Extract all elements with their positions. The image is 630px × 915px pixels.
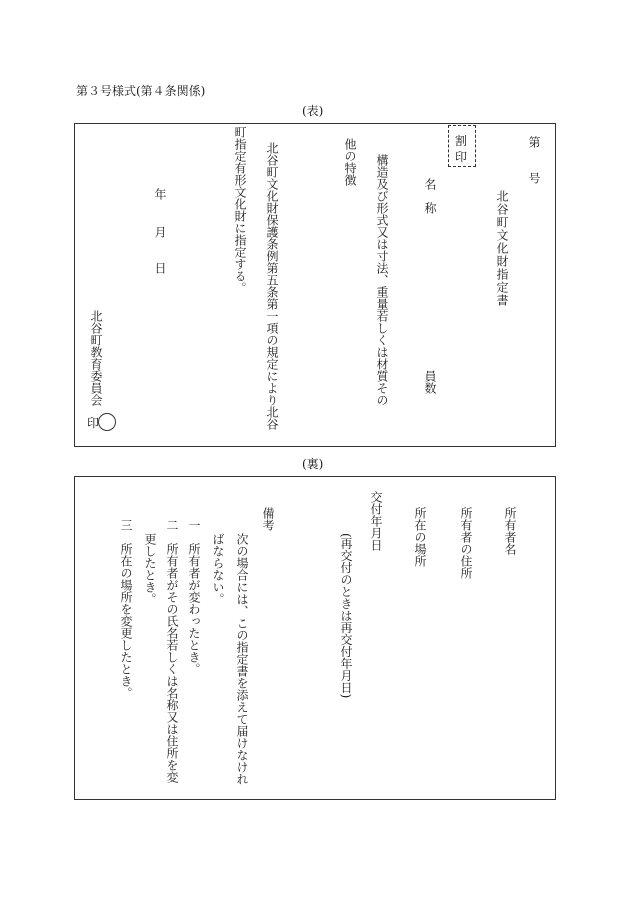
certificate-number-suffix: 号 xyxy=(527,172,541,184)
issuer-name: 北谷町教育委員会 xyxy=(89,310,103,406)
remark-item-3-number: 三 xyxy=(119,519,133,531)
remark-item-1-number: 一 xyxy=(187,519,201,531)
date-year-label: 年 xyxy=(153,188,167,200)
name-label: 名 称 xyxy=(423,178,437,214)
split-seal-label-2: 印 xyxy=(455,150,468,164)
date-day-label: 日 xyxy=(153,262,167,274)
designation-text-line2: 町指定有形文化財に指定する。 xyxy=(233,126,247,294)
designation-text-line1: 北谷町文化財保護条例第五条第一項の規定により北谷 xyxy=(265,142,279,430)
remark-item-2 xyxy=(165,519,179,783)
remark-item-1 xyxy=(187,519,201,675)
remark-item-2-number: 二 xyxy=(165,519,179,531)
form-title: 第３号様式(第４条関係) xyxy=(76,84,206,98)
issue-date-label: 交付年月日 xyxy=(369,491,383,551)
certificate-number-prefix: 第 xyxy=(527,136,541,148)
remark-item-2-text: 所有者がその氏名若しくは名称又は住所を変 xyxy=(165,543,179,783)
front-frame xyxy=(74,123,556,447)
remarks-intro-line2: ばならない。 xyxy=(211,533,225,605)
date-month-label: 月 xyxy=(153,226,167,238)
back-side-label: (裏) xyxy=(302,457,324,471)
front-side-label: (表) xyxy=(302,104,324,118)
official-seal-circle xyxy=(98,413,116,431)
certificate-title: 北谷町文化財指定書 xyxy=(495,190,509,307)
split-seal-label-1: 割 xyxy=(455,134,468,148)
location-label: 所在の場所 xyxy=(413,507,427,567)
remark-item-3-text: 所在の場所を変更したとき。 xyxy=(119,543,133,699)
back-frame xyxy=(74,476,556,800)
remarks-intro-line1: 次の場合には、この指定書を添えて届けなけれ xyxy=(235,533,249,785)
structure-label: 構造及び形式又は寸法、重量若しくは材質その xyxy=(375,154,389,406)
remark-item-1-text: 所有者が変わったとき。 xyxy=(187,543,201,675)
remark-item-3 xyxy=(119,519,133,699)
split-seal-box xyxy=(448,125,476,167)
owner-name-label: 所有者名 xyxy=(503,507,517,555)
stamp-label: 印 xyxy=(87,416,100,430)
owner-address-label: 所有者の住所 xyxy=(459,507,473,579)
other-features-label: 他の特徴 xyxy=(343,138,357,186)
count-label: 員数 xyxy=(423,370,437,394)
remark-item-2-continued: 更したとき。 xyxy=(143,533,157,605)
reissue-note: (再交付のときは再交付年月日) xyxy=(339,533,353,699)
remarks-title: 備考 xyxy=(261,507,275,531)
